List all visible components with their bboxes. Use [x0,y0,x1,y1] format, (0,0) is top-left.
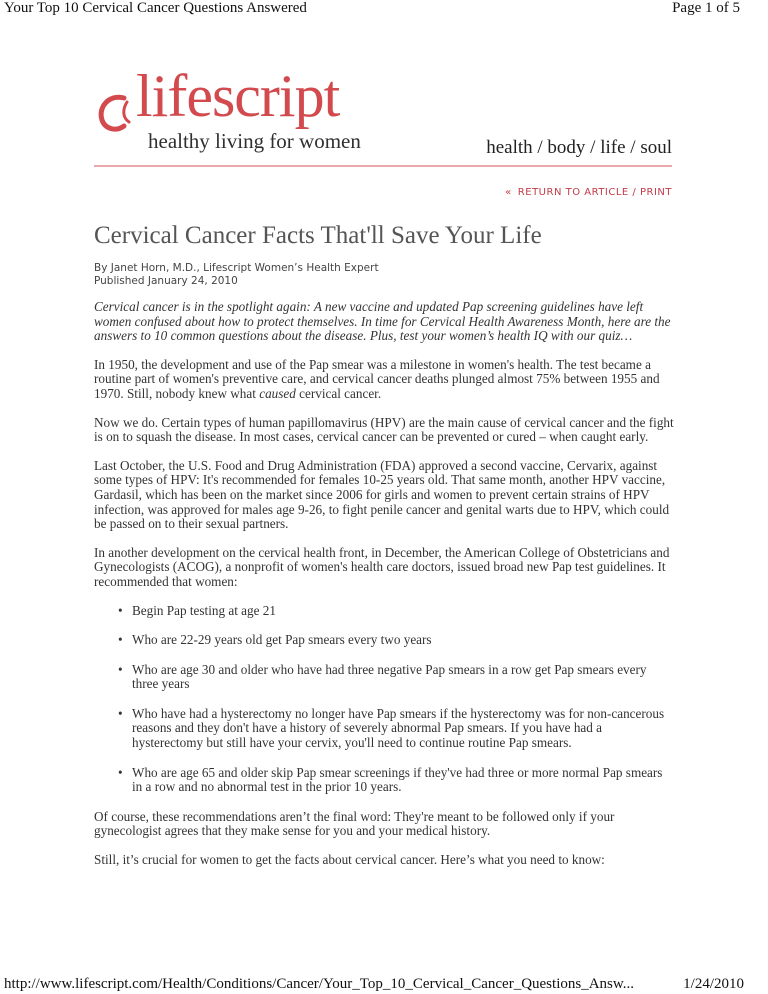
guideline-item: • Begin Pap testing at age 21 [132,604,674,619]
guideline-item: • Who are age 30 and older who have had three negative Pap smears in a row get Pap smears every three years [132,663,674,692]
lifescript-logo[interactable] [94,63,394,160]
intro-paragraph: Cervical cancer is in the spotlight again: A new vaccine and updated Pap screening guidelines have left women confused about how to protect themselves. In time for Cervical Health Awareness Month, here are the answers to 10 common questions about the disease. Plus, test your women’s health IQ with our quiz… [94,299,671,344]
guideline-item: • Who are age 65 and older skip Pap smear screenings if they've had three or more normal Pap smears in a row and no abnormal test in the prior 10 years. [132,766,674,795]
article-title: Cervical Cancer Facts That'll Save Your Life [94,222,542,249]
body-paragraph-4: In another development on the cervical health front, in December, the American College of Obstetricians and Gynecologists (ACOG), a nonprofit of women's health care doctors, issued broad new Pap test guidelines. It recommended that women: [94,544,670,589]
guidelines-list [94,604,674,795]
logo-wordmark: lifescript [136,63,340,129]
body-paragraph-3: Last October, the U.S. Food and Drug Administration (FDA) approved a second vaccine, Cervarix, against some types of HPV: It's recommended for females 10-25 years old. That same month, another HPV vaccine, Gardasil, which has been on the market since 2006 for girls and women to prevent certain strains of HPV infection, was approved for males age 9-26, to fight penile cancer and genital warts due to HPV, which could be passed on to their sexual partners. [94,457,670,532]
p1-text-b: cervical cancer. [295,385,382,401]
p1-emphasis: caused [259,385,296,401]
published-date: Published January 24, 2010 [94,275,238,287]
byline [94,262,379,288]
print-footer-url: http://www.lifescript.com/Health/Conditions/Cancer/Your_Top_10_Cervical_Cancer_Questions_Answ... [4,976,634,992]
print-footer-date: 1/24/2010 [683,976,744,992]
guideline-item: • Who are 22-29 years old get Pap smears every two years [132,633,674,648]
logo-tagline: healthy living for women [148,129,361,153]
author-line: By Janet Horn, M.D., Lifescript Women’s Health Expert [94,262,379,274]
p1-text-a: In 1950, the development and use of the Pap smear was a milestone in women's health. The test became a routine part of women's preventive care, and cervical cancer deaths plunged almost 75% between 1955 and 1970. Still, nobody knew what [94,356,660,401]
article-body [94,300,674,882]
body-paragraph-2: Now we do. Certain types of human papillomavirus (HPV) are the main cause of cervical cancer and the fight is on to squash the disease. In most cases, cervical cancer can be prevented or cured – when caught early. [94,414,674,445]
double-left-arrow-icon: « [505,187,512,198]
logo-heart-icon [94,92,134,136]
body-paragraph-6: Still, it’s crucial for women to get the facts about cervical cancer. Here’s what you need to know: [94,852,605,868]
return-link-label: RETURN TO ARTICLE / PRINT [517,187,672,198]
guideline-item: • Who have had a hysterectomy no longer have Pap smears if the hysterectomy was for non-cancerous reasons and they don't have a history of severely abnormal Pap smears. If you have had a hysterectomy but still have your cervix, you'll need to continue routine Pap smears. [132,707,674,751]
print-header-title: Your Top 10 Cervical Cancer Questions Answered [4,0,307,16]
header-divider [94,165,672,167]
site-topics: health / body / life / soul [486,137,672,158]
body-paragraph-1 [94,358,674,402]
print-page-number: Page 1 of 5 [672,0,740,16]
return-to-article-link[interactable] [505,187,672,198]
body-paragraph-5: Of course, these recommendations aren’t the final word: They're meant to be followed only if your gynecologist agrees that they make sense for you and your medical history. [94,808,615,839]
